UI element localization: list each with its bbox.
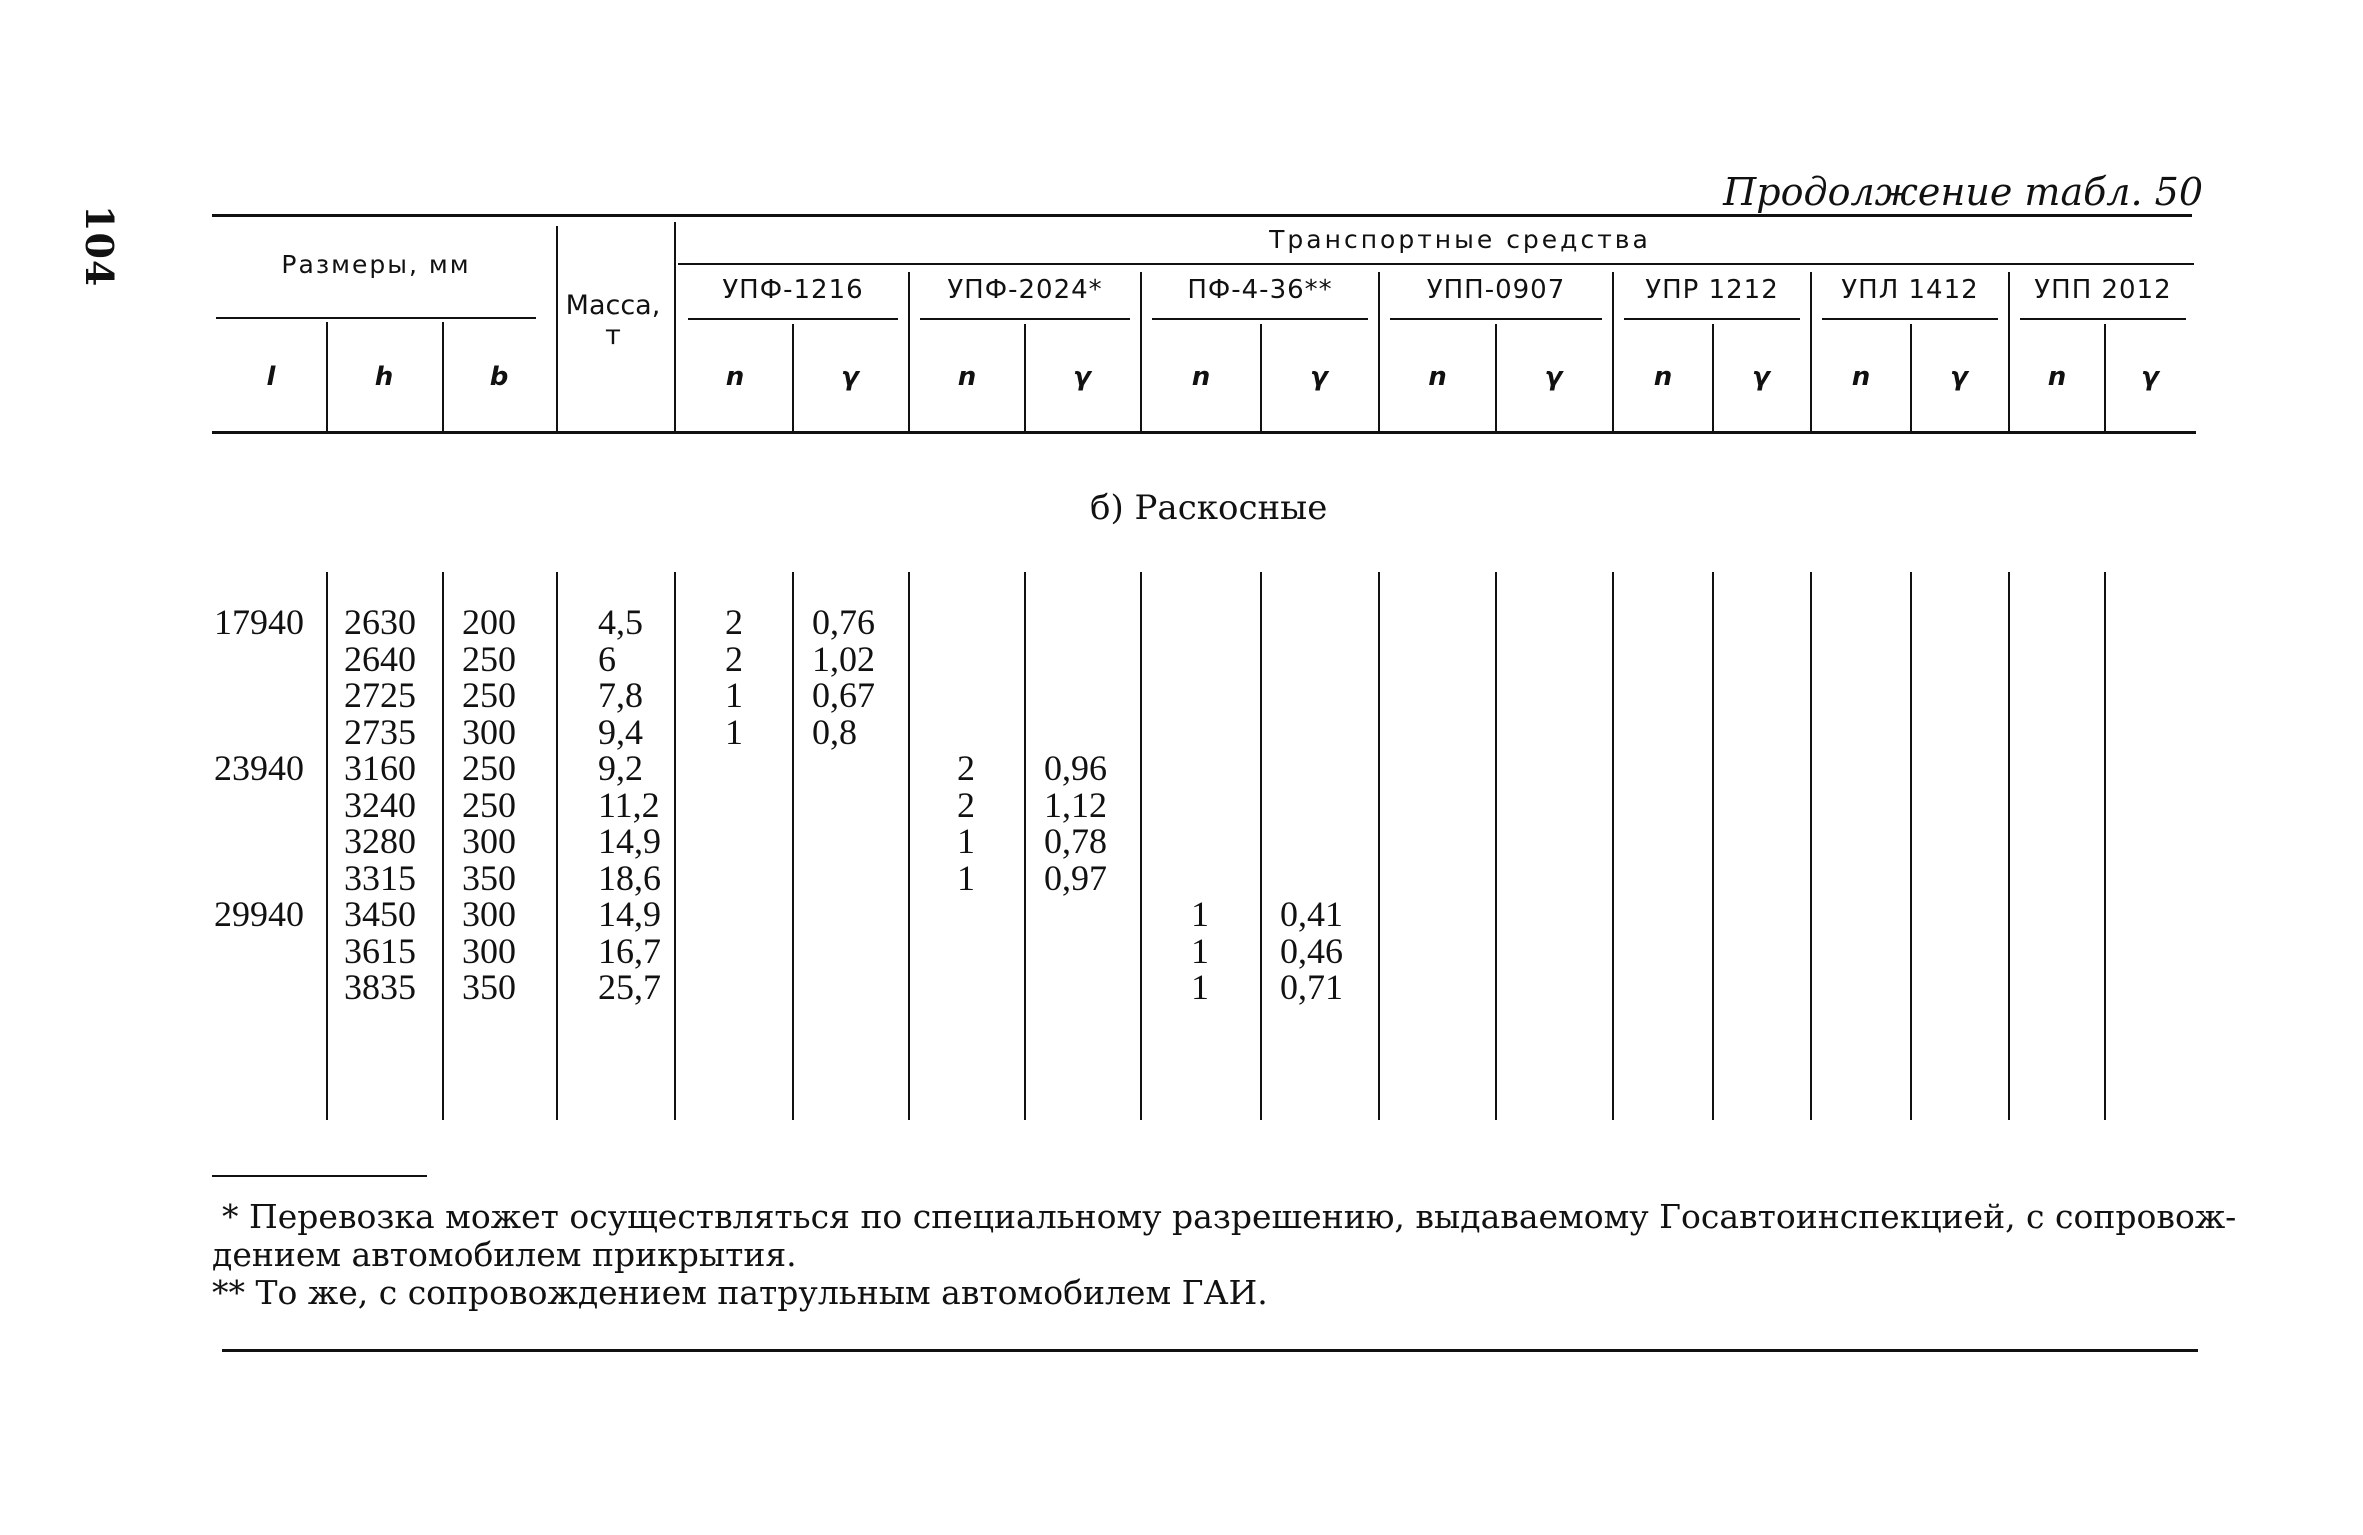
sub-header-n: n (957, 362, 977, 392)
cell-gamma: 0,8 (812, 711, 857, 752)
header-vline-h-b (442, 322, 444, 431)
cell-length: 29940 (214, 894, 304, 934)
cell-width: 250 (462, 748, 516, 788)
vehicle-header: ПФ-4-36** (1187, 275, 1333, 305)
header-vline-l-h (326, 322, 328, 431)
cell-width: 250 (462, 638, 516, 679)
cell-mass: 7,8 (598, 675, 643, 715)
page-bottom-rule (222, 1349, 2198, 1352)
cell-gamma: 1,12 (1044, 784, 1107, 825)
sub-header-gamma: γ (1544, 362, 1563, 392)
section-title: б) Раскосные (1090, 488, 1328, 528)
cell-gamma: 0,41 (1280, 894, 1343, 934)
cell-n: 1 (1191, 967, 1209, 1007)
body-vline-group (1140, 572, 1142, 1120)
header-vline-group (1612, 272, 1614, 431)
cell-width: 300 (462, 894, 516, 934)
cell-mass: 4,5 (598, 602, 643, 642)
cell-mass: 9,2 (598, 748, 643, 788)
sub-header-gamma: γ (1950, 362, 1968, 392)
cell-width: 300 (462, 821, 516, 861)
cell-gamma: 0,76 (812, 602, 875, 642)
header-vline-sub (1024, 324, 1026, 431)
cell-gamma: 0,67 (812, 675, 875, 715)
body-vline-sub (1260, 572, 1262, 1120)
vehicle-underline (920, 318, 1130, 320)
cell-width: 350 (462, 857, 516, 898)
cell-mass: 16,7 (598, 930, 661, 971)
body-vline-group (1810, 572, 1812, 1120)
vehicle-header: УПП-0907 (1426, 275, 1566, 305)
sizes-header: Размеры, мм (281, 250, 471, 279)
body-vline-dim (674, 572, 676, 1120)
cell-n: 1 (957, 857, 975, 898)
sub-header-n: n (1428, 362, 1447, 392)
sub-header-gamma: γ (1073, 362, 1091, 392)
cell-n: 1 (725, 675, 743, 715)
cell-n: 1 (957, 821, 975, 861)
cell-n: 1 (1191, 930, 1209, 971)
footnote-rule (212, 1175, 427, 1177)
body-vline-group (1612, 572, 1614, 1120)
cell-length: 17940 (214, 602, 304, 642)
sub-header-n: n (1851, 362, 1871, 392)
cell-gamma: 0,97 (1044, 857, 1107, 898)
continuation-label: Продолжение табл. 50 (1723, 170, 2203, 214)
cell-gamma: 0,78 (1044, 821, 1107, 861)
cell-width: 250 (462, 675, 516, 715)
header-vline-group (1810, 272, 1812, 431)
header-vline-group (1378, 272, 1380, 431)
cell-height: 3240 (344, 784, 416, 825)
cell-gamma: 0,46 (1280, 930, 1343, 971)
body-vline-sub (1910, 572, 1912, 1120)
body-vline-sub (792, 572, 794, 1120)
cell-mass: 25,7 (598, 967, 661, 1007)
cell-gamma: 0,96 (1044, 748, 1107, 788)
cell-mass: 14,9 (598, 821, 661, 861)
body-vline-dim (442, 572, 444, 1120)
body-vline-sub (1024, 572, 1026, 1120)
sub-header-gamma: γ (1752, 362, 1770, 392)
transport-underline (678, 263, 2194, 265)
cell-width: 350 (462, 967, 516, 1007)
cell-height: 3315 (344, 857, 416, 898)
cell-length: 23940 (214, 748, 304, 788)
cell-width: 300 (462, 930, 516, 971)
header-vline-sub (1495, 324, 1497, 431)
vehicle-header: УПП 2012 (2034, 275, 2172, 305)
header-vline-sub (2104, 324, 2106, 431)
cell-height: 3450 (344, 894, 416, 934)
cell-n: 2 (957, 748, 975, 788)
cell-n: 1 (1191, 894, 1209, 934)
cell-gamma: 1,02 (812, 638, 875, 679)
footnote-1-line-1: * Перевозка может осуществляться по специальному разрешению, выдаваемому Госавтоинспекцией, с сопровож- (222, 1197, 2237, 1236)
cell-height: 3280 (344, 821, 416, 861)
cell-height: 2630 (344, 602, 416, 642)
sub-header-n: n (1653, 362, 1673, 392)
footnote-2: ** То же, с сопровождением патрульным автомобилем ГАИ. (212, 1273, 1268, 1312)
sub-header-n: n (1191, 362, 1211, 392)
header-vline-group (908, 272, 910, 431)
cell-n: 2 (725, 638, 743, 679)
cell-mass: 11,2 (598, 784, 660, 825)
cell-mass: 18,6 (598, 857, 661, 898)
cell-gamma: 0,71 (1280, 967, 1343, 1007)
header-vline-group (2008, 272, 2010, 431)
cell-n: 1 (725, 711, 743, 752)
sub-header-n: n (725, 362, 745, 392)
cell-width: 200 (462, 602, 516, 642)
vehicle-header: УПФ-1216 (722, 275, 864, 305)
header-vline-sub (792, 324, 794, 431)
sizes-underline (216, 317, 536, 319)
header-vline-sub (1712, 324, 1714, 431)
cell-height: 2735 (344, 711, 416, 752)
vehicle-header: УПЛ 1412 (1841, 275, 1979, 305)
mass-header-line1: Масса, (565, 290, 661, 321)
body-vline-sub (2104, 572, 2106, 1120)
vehicle-header: УПР 1212 (1645, 275, 1779, 305)
cell-width: 300 (462, 711, 516, 752)
body-vline-sub (1712, 572, 1714, 1120)
header-vline-group (1140, 272, 1142, 431)
mass-header-line2: т (605, 320, 621, 351)
cell-mass: 14,9 (598, 894, 661, 934)
cell-n: 2 (725, 602, 743, 642)
transport-header: Транспортные средства (1269, 225, 1651, 254)
body-vline-group (908, 572, 910, 1120)
table-top-rule (212, 214, 2192, 217)
cell-mass: 9,4 (598, 711, 643, 752)
body-vline-group (1378, 572, 1380, 1120)
dimension-header: h (374, 362, 394, 392)
header-vline-sub (1910, 324, 1912, 431)
cell-height: 2725 (344, 675, 416, 715)
cell-height: 3160 (344, 748, 416, 788)
vehicle-underline (1822, 318, 1998, 320)
body-vline-dim (326, 572, 328, 1120)
sub-header-n: n (2047, 362, 2067, 392)
body-vline-group (2008, 572, 2010, 1120)
vehicle-underline (688, 318, 898, 320)
cell-height: 3615 (344, 930, 416, 971)
footnote-1-line-2: дением автомобилем прикрытия. (212, 1235, 797, 1274)
cell-width: 250 (462, 784, 516, 825)
header-vline-mass-left (556, 226, 558, 431)
cell-height: 3835 (344, 967, 416, 1007)
cell-mass: 6 (598, 638, 616, 679)
header-bottom-rule (212, 431, 2196, 434)
dimension-header: l (266, 362, 276, 392)
sub-header-gamma: γ (2141, 362, 2159, 392)
page-number: 104 (77, 205, 122, 288)
vehicle-header: УПФ-2024* (947, 275, 1103, 305)
sub-header-gamma: γ (841, 362, 859, 392)
vehicle-underline (1390, 318, 1602, 320)
vehicle-underline (1624, 318, 1800, 320)
cell-height: 2640 (344, 638, 416, 679)
body-vline-dim (556, 572, 558, 1120)
cell-n: 2 (957, 784, 975, 825)
sub-header-gamma: γ (1310, 362, 1328, 392)
vehicle-underline (1152, 318, 1368, 320)
body-vline-sub (1495, 572, 1497, 1120)
vehicle-underline (2020, 318, 2186, 320)
header-vline-mass-right (674, 222, 676, 431)
header-vline-sub (1260, 324, 1262, 431)
dimension-header: b (489, 362, 509, 392)
